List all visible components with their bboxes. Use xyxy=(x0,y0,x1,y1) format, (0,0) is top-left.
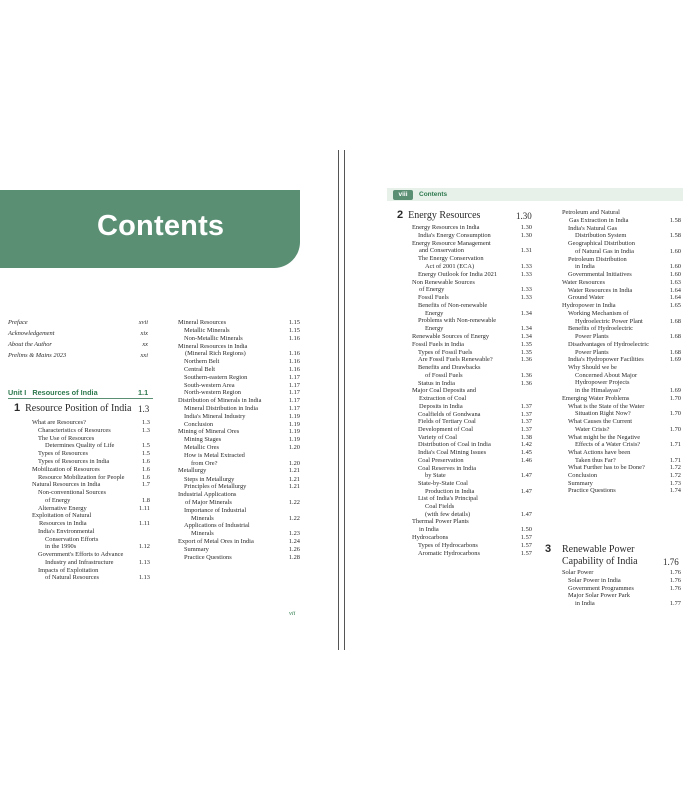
prelim-title: About the Author xyxy=(8,341,52,348)
toc-entry-title: Hydrocarbons xyxy=(412,534,449,542)
toc-entry-title: Problems with Non-renewable xyxy=(418,317,497,325)
toc-entry-page: 1.35 xyxy=(520,348,532,356)
toc-entry-page: 1.34 xyxy=(520,325,532,332)
toc-entry-page: 1.11 xyxy=(139,504,150,512)
toc-entry-title: What Actions have been xyxy=(568,448,631,456)
toc-entry-title: of Energy xyxy=(45,496,71,504)
prelim-title: Acknowledgement xyxy=(8,330,55,337)
toc-entry-title: Non-conventional Sources xyxy=(38,489,106,497)
toc-entry-title: Mineral Resources xyxy=(178,319,227,326)
toc-entry-title: Are Fossil Fuels Renewable? xyxy=(418,356,493,364)
toc-entry-title: Petroleum and Natural xyxy=(562,209,620,216)
toc-entry-page: 1.57 xyxy=(520,549,532,557)
toc-entry-page: 1.17 xyxy=(288,389,300,397)
toc-entry-page: 1.17 xyxy=(288,381,300,389)
toc-entry-title: Mining of Mineral Ores xyxy=(178,428,240,436)
toc-entry-title: Energy Outlook for India 2021 xyxy=(418,270,498,278)
toc-entry-page: 1.71 xyxy=(669,441,681,449)
prelim-page: xix xyxy=(140,330,148,337)
toc-entry-page: 1.45 xyxy=(520,449,532,457)
toc-entry-title: of Natural Resources xyxy=(45,574,99,582)
toc-entry-page: 1.76 xyxy=(669,569,681,576)
toc-entry-title: Benefits and Drawbacks xyxy=(418,364,481,372)
toc-entry-title: Taken thus Far? xyxy=(575,456,616,464)
toc-entry-page: 1.37 xyxy=(520,426,532,433)
unit-title: Resources of India xyxy=(32,388,98,397)
toc-entry-title: Fossil Fuels xyxy=(418,294,449,302)
toc-entry-page: 1.76 xyxy=(669,584,681,592)
toc-entry-title: Coal Reserves in India xyxy=(418,464,477,472)
toc-entry-page: 1.24 xyxy=(288,537,300,545)
toc-entry-title: Characteristics of Resources xyxy=(38,427,111,434)
toc-entry-page: 1.11 xyxy=(139,520,150,527)
toc-entry-page: 1.68 xyxy=(669,333,681,341)
toc-entry-title: South-western Area xyxy=(184,381,235,389)
toc-entry-page: 1.72 xyxy=(669,472,681,479)
toc-entry-title: Renewable Sources of Energy xyxy=(412,332,490,340)
toc-entry-page: 1.3 xyxy=(142,419,150,426)
toc-entry-title: Types of Resources xyxy=(38,450,88,458)
toc-entry-title: Summary xyxy=(568,479,593,487)
toc-entry-page: 1.58 xyxy=(669,216,681,224)
toc-entry-title: (Mineral Rich Regions) xyxy=(185,350,246,358)
toc-entry-title: Ground Water xyxy=(568,294,605,302)
toc-entry-page: 1.21 xyxy=(288,467,300,475)
toc-entry-page: 1.17 xyxy=(288,405,300,413)
toc-entry-page: 1.77 xyxy=(669,600,681,608)
toc-entry-title: Water Resources xyxy=(562,278,605,286)
toc-entry-page: 1.37 xyxy=(520,418,532,426)
chapter-2-number: 2 xyxy=(397,209,404,221)
toc-entry-title: Industry and Infrastructure xyxy=(45,558,114,566)
toc-entry-title: Mineral Resources in India xyxy=(178,342,248,350)
toc-entry-title: The Use of Resources xyxy=(38,434,95,442)
toc-entry-title: Non-Metallic Minerals xyxy=(184,334,243,342)
toc-entry-title: India's Natural Gas xyxy=(568,224,618,232)
toc-entry-page: 1.30 xyxy=(520,232,532,239)
toc-entry-page: 1.3 xyxy=(142,427,150,434)
unit-heading xyxy=(8,388,98,397)
toc-entry-title: (with few details) xyxy=(425,510,471,518)
toc-entry-title: North-western Region xyxy=(184,389,241,397)
toc-entry-title: Effects of a Water Crisis? xyxy=(575,441,641,449)
toc-entry-title: Disadvantages of Hydroelectric xyxy=(568,340,649,348)
toc-entry-page: 1.36 xyxy=(520,356,532,364)
toc-entry-page: 1.13 xyxy=(138,574,150,582)
toc-entry-title: Act of 2001 (ECA) xyxy=(425,263,475,271)
toc-entry-title: Power Plants xyxy=(575,348,609,356)
toc-entry-title: Major Coal Deposits and xyxy=(412,387,477,395)
toc-entry-title: Thermal Power Plants xyxy=(412,518,469,526)
toc-entry-page: 1.6 xyxy=(142,465,150,473)
chapter-1-heading xyxy=(14,403,132,414)
toc-entry-title: India's Environmental xyxy=(38,528,95,535)
toc-entry-page: 1.16 xyxy=(288,350,300,358)
toc-entry-title: Metallurgy xyxy=(178,467,207,475)
toc-entry-page: 1.6 xyxy=(142,457,150,465)
toc-entry-title: of Major Minerals xyxy=(185,498,232,506)
toc-entry-title: Minerals xyxy=(191,530,214,538)
toc-entry-title: Industrial Applications xyxy=(178,491,237,498)
toc-entry-page: 1.36 xyxy=(520,371,532,379)
toc-entry-title: List of India's Principal xyxy=(418,495,478,503)
toc-entry-page: 1.22 xyxy=(288,514,300,522)
toc-entry-title: Extraction of Coal xyxy=(419,394,467,402)
toc-entry-title: of Natural Gas in India xyxy=(575,247,634,255)
toc-entry-page: 1.37 xyxy=(520,410,532,418)
toc-entry-title: Deposits in India xyxy=(419,402,463,410)
chapter-3-number: 3 xyxy=(545,543,552,555)
toc-entry-title: Applications of Industrial xyxy=(184,522,250,530)
toc-entry-page: 1.16 xyxy=(288,334,300,342)
toc-entry-page: 1.35 xyxy=(520,340,532,348)
toc-entry-page: 1.74 xyxy=(669,487,681,495)
toc-entry-page: 1.47 xyxy=(520,472,532,480)
toc-entry-page: 1.50 xyxy=(520,526,532,534)
toc-entry-title: Practice Questions xyxy=(568,487,616,495)
toc-entry-title: Summary xyxy=(184,545,209,553)
toc-entry-title: in India xyxy=(575,263,595,271)
toc-entry-page: 1.5 xyxy=(142,450,150,458)
toc-entry-page: 1.34 xyxy=(520,332,532,340)
toc-entry-title: Distribution System xyxy=(575,232,627,240)
toc-entry-page: 1.68 xyxy=(669,348,681,356)
toc-entry-title: in India xyxy=(419,526,439,534)
toc-entry-page: 1.34 xyxy=(520,309,532,317)
toc-entry-page: 1.64 xyxy=(669,294,681,302)
toc-entry-page: 1.30 xyxy=(520,224,532,231)
toc-entry-title: Energy xyxy=(425,325,444,332)
toc-entry-title: Coalfields of Gondwana xyxy=(418,410,481,418)
toc-entry-title: in India xyxy=(575,600,595,608)
toc-entry-page: 1.20 xyxy=(288,444,300,452)
toc-entry-page: 1.7 xyxy=(142,481,150,489)
chapter-2-title: Energy Resources xyxy=(408,210,481,221)
toc-entry-page: 1.5 xyxy=(142,442,150,450)
toc-entry-page: 1.15 xyxy=(288,319,300,326)
page-folio-vii: vii xyxy=(289,610,296,617)
toc-entry-title: Resource Mobilization for People xyxy=(38,473,125,481)
toc-entry-title: Power Plants xyxy=(575,333,609,341)
toc-entry-page: 1.31 xyxy=(520,247,532,255)
toc-entry-page: 1.76 xyxy=(669,577,681,584)
toc-entry-title: Production in India xyxy=(425,487,475,495)
toc-entry-page: 1.16 xyxy=(288,358,300,366)
toc-entry-title: Energy Resources in India xyxy=(412,224,480,231)
toc-entry-title: Metallic Ores xyxy=(184,444,219,452)
toc-entry-title: India's Energy Consumption xyxy=(418,232,491,239)
toc-entry-title: Principles of Metallurgy xyxy=(184,483,247,491)
toc-entry-title: Hydropower Projects xyxy=(575,379,630,387)
toc-entry-title: What are Resources? xyxy=(32,419,86,426)
toc-entry-title: Energy Resource Management xyxy=(412,239,491,247)
toc-entry-title: Aromatic Hydrocarbons xyxy=(418,549,480,557)
chapter-3-page: 1.76 xyxy=(663,557,679,567)
toc-entry-page: 1.70 xyxy=(669,410,681,418)
toc-entry-title: Central Belt xyxy=(184,366,216,374)
toc-entry-page: 1.33 xyxy=(520,263,532,271)
toc-entry-title: Determines Quality of Life xyxy=(45,442,115,450)
chapter-1-title: Resource Position of India xyxy=(25,403,132,414)
toc-entry-title: Coal Preservation xyxy=(418,456,464,464)
toc-entry-page: 1.37 xyxy=(520,402,532,410)
page-folio-viii: viii xyxy=(393,190,413,200)
left-page xyxy=(0,0,335,800)
toc-entry-title: Northern Belt xyxy=(184,358,220,366)
toc-entry-page: 1.42 xyxy=(520,441,532,449)
toc-entry-page: 1.6 xyxy=(142,473,150,481)
toc-entry-page: 1.72 xyxy=(669,464,681,472)
toc-entry-title: Resources in India xyxy=(39,520,87,527)
toc-entry-page: 1.22 xyxy=(288,498,300,506)
toc-entry-page: 1.47 xyxy=(520,487,532,495)
toc-entry-title: India's Hydropower Facilities xyxy=(568,356,644,364)
toc-entry-title: of Energy xyxy=(419,286,445,294)
toc-entry-title: Exploitation of Natural xyxy=(32,512,92,520)
toc-entry-title: Government Programmes xyxy=(568,584,634,592)
toc-entry-page: 1.57 xyxy=(520,542,532,550)
unit-page: 1.1 xyxy=(138,388,149,397)
toc-entry-page: 1.38 xyxy=(520,433,532,441)
toc-entry-page: 1.33 xyxy=(520,294,532,302)
toc-entry-title: Types of Resources in India xyxy=(38,457,110,465)
toc-entry-title: Benefits of Non-renewable xyxy=(418,301,488,309)
toc-entry-title: Distribution of Minerals in India xyxy=(178,397,262,405)
toc-entry-title: of Fossil Fuels xyxy=(425,371,463,379)
toc-entry-page: 1.12 xyxy=(138,543,150,551)
toc-entry-page: 1.71 xyxy=(669,456,681,464)
toc-entry-title: Solar Power in India xyxy=(568,577,621,584)
toc-entry-page: 1.70 xyxy=(669,425,681,433)
toc-entry-title: Conclusion xyxy=(568,472,598,479)
toc-entry-title: Types of Hydrocarbons xyxy=(418,542,478,550)
toc-entry-page: 1.63 xyxy=(669,278,681,286)
toc-entry-title: Energy xyxy=(425,309,444,317)
toc-entry-title: What might be the Negative xyxy=(568,433,641,441)
toc-entry-title: Why Should we be xyxy=(568,363,617,371)
toc-entry-title: Natural Resources in India xyxy=(32,481,101,489)
toc-entry-title: State-by-State Coal xyxy=(418,479,468,487)
toc-entry-page: 1.16 xyxy=(288,366,300,374)
toc-entry-page: 1.69 xyxy=(669,387,681,394)
chapter-2-heading xyxy=(397,210,480,221)
gutter-line-right xyxy=(344,150,345,650)
toc-entry-title: Fossil Fuels in India xyxy=(412,340,465,348)
toc-entry-page: 1.46 xyxy=(520,456,532,464)
toc-entry-page: 1.70 xyxy=(669,394,681,402)
toc-entry-page: 1.68 xyxy=(669,317,681,325)
toc-entry-title: Gas Extraction in India xyxy=(569,216,629,224)
running-head: Contents xyxy=(419,191,448,198)
toc-entry-title: Concerned About Major xyxy=(575,371,638,379)
toc-entry-title: by State xyxy=(425,472,446,480)
prelim-title: Prelims & Mains 2023 xyxy=(8,352,67,359)
toc-entry-title: Emerging Water Problems xyxy=(562,394,630,402)
chapter-3-title-line-1: Renewable Power xyxy=(562,544,635,555)
toc-entry-title: Geographical Distribution xyxy=(568,240,635,248)
toc-entry-title: Alternative Energy xyxy=(38,504,87,512)
toc-entry-page: 1.47 xyxy=(520,510,532,518)
chapter-1-number: 1 xyxy=(14,402,21,414)
toc-entry-page: 1.33 xyxy=(520,270,532,278)
toc-entry-title: Practice Questions xyxy=(184,553,232,561)
toc-entry-page: 1.69 xyxy=(669,356,681,364)
toc-entry-title: Fields of Tertiary Coal xyxy=(418,418,476,426)
unit-rule xyxy=(8,398,153,399)
unit-label: Unit I xyxy=(8,388,27,397)
toc-entry-title: Governmental Initiatives xyxy=(568,270,632,278)
toc-entry-page: 1.60 xyxy=(669,247,681,255)
toc-entry-title: Types of Fossil Fuels xyxy=(418,348,473,356)
toc-entry-title: What Causes the Current xyxy=(568,418,633,426)
toc-entry-title: Distribution of Coal in India xyxy=(418,441,491,449)
toc-entry-title: Non Renewable Sources xyxy=(412,278,475,286)
toc-entry-title: Mineral Distribution in India xyxy=(184,405,259,413)
toc-entry-title: and Conservation xyxy=(419,247,464,255)
toc-entry-title: Development of Coal xyxy=(418,426,474,433)
toc-entry-title: in the 1990s xyxy=(45,543,77,551)
toc-entry-title: Government's Efforts to Advance xyxy=(38,551,124,559)
toc-entry-title: Status in India xyxy=(418,379,455,387)
toc-entry-title: The Energy Conservation xyxy=(418,255,484,263)
toc-entry-title: Working Mechanism of xyxy=(568,310,629,317)
toc-entry-title: What is the State of the Water xyxy=(568,402,645,410)
toc-entry-title: Mobilization of Resources xyxy=(32,465,100,473)
toc-entry-title: Water Crisis? xyxy=(575,425,610,433)
toc-entry-title: Coal Fields xyxy=(425,503,455,510)
chapter-3-heading xyxy=(545,544,551,555)
toc-entry-title: Variety of Coal xyxy=(418,433,458,441)
prelim-page: xxi xyxy=(140,352,148,359)
toc-entry-page: 1.33 xyxy=(520,286,532,294)
chapter-3-title-line-2: Capability of India xyxy=(562,556,638,567)
toc-entry-title: Metallic Minerals xyxy=(184,327,230,335)
toc-entry-page: 1.36 xyxy=(520,379,532,387)
toc-entry-page: 1.73 xyxy=(669,479,681,487)
toc-entry-title: How is Metal Extracted xyxy=(184,451,245,459)
toc-entry-page: 1.57 xyxy=(520,534,532,542)
toc-entry-title: Conservation Efforts xyxy=(45,535,99,543)
prelim-page: xvii xyxy=(138,319,148,326)
toc-entry-page: 1.21 xyxy=(288,475,300,483)
toc-entry-title: from Ore? xyxy=(191,459,218,467)
toc-entry-title: Water Resources in India xyxy=(568,286,633,294)
toc-entry-title: Minerals xyxy=(191,514,214,522)
prelim-page: xx xyxy=(142,341,148,348)
toc-entry-page: 1.8 xyxy=(142,496,150,504)
toc-entry-page: 1.13 xyxy=(138,558,150,566)
toc-entry-page: 1.20 xyxy=(288,459,300,467)
toc-entry-title: Major Solar Power Park xyxy=(568,592,630,600)
right-page xyxy=(348,0,683,800)
toc-entry-page: 1.58 xyxy=(669,232,681,240)
chapter-2-page: 1.30 xyxy=(516,211,532,221)
toc-entry-title: Export of Metal Ores in India xyxy=(178,537,254,545)
toc-entry-page: 1.65 xyxy=(669,302,681,309)
toc-entry-page: 1.60 xyxy=(669,270,681,278)
toc-entry-page: 1.19 xyxy=(288,412,300,420)
toc-entry-page: 1.28 xyxy=(288,553,300,561)
chapter-1-page: 1.3 xyxy=(138,404,150,414)
toc-entry-page: 1.19 xyxy=(288,428,300,436)
toc-entry-title: Importance of Industrial xyxy=(184,506,247,514)
toc-entry-title: Benefits of Hydroelectric xyxy=(568,325,633,333)
toc-entry-title: Hydroelectric Power Plant xyxy=(575,317,643,325)
toc-entry-page: 1.19 xyxy=(288,436,300,444)
toc-entry-page: 1.23 xyxy=(288,530,300,538)
toc-entry-title: Solar Power xyxy=(562,569,594,576)
toc-entry-title: Petroleum Distribution xyxy=(568,255,627,263)
toc-entry-title: Situation Right Now? xyxy=(575,410,631,418)
contents-title: Contents xyxy=(97,210,225,242)
toc-entry-title: Conclusion xyxy=(184,420,214,428)
toc-entry-page: 1.21 xyxy=(288,483,300,491)
toc-entry-title: India's Coal Mining Issues xyxy=(418,449,487,457)
toc-entry-title: Hydropower in India xyxy=(562,302,616,309)
toc-entry-title: Southern-eastern Region xyxy=(184,373,248,381)
gutter-line-left xyxy=(338,150,339,650)
toc-entry-title: India's Mineral Industry xyxy=(184,412,246,420)
toc-entry-title: Steps in Metallurgy xyxy=(184,475,235,483)
toc-entry-title: Mining Stages xyxy=(184,436,222,444)
toc-entry-title: Impacts of Exploitation xyxy=(38,566,99,574)
toc-entry-page: 1.15 xyxy=(288,327,300,335)
toc-entry-title: What Further has to be Done? xyxy=(568,464,645,472)
toc-entry-title: in the Himalayas? xyxy=(575,387,622,394)
prelim-title: Preface xyxy=(8,319,28,326)
toc-entry-page: 1.26 xyxy=(288,545,300,553)
toc-entry-page: 1.17 xyxy=(288,397,300,405)
toc-entry-page: 1.19 xyxy=(288,420,300,428)
toc-entry-page: 1.17 xyxy=(288,373,300,381)
toc-entry-page: 1.60 xyxy=(669,263,681,271)
toc-entry-page: 1.64 xyxy=(669,286,681,294)
